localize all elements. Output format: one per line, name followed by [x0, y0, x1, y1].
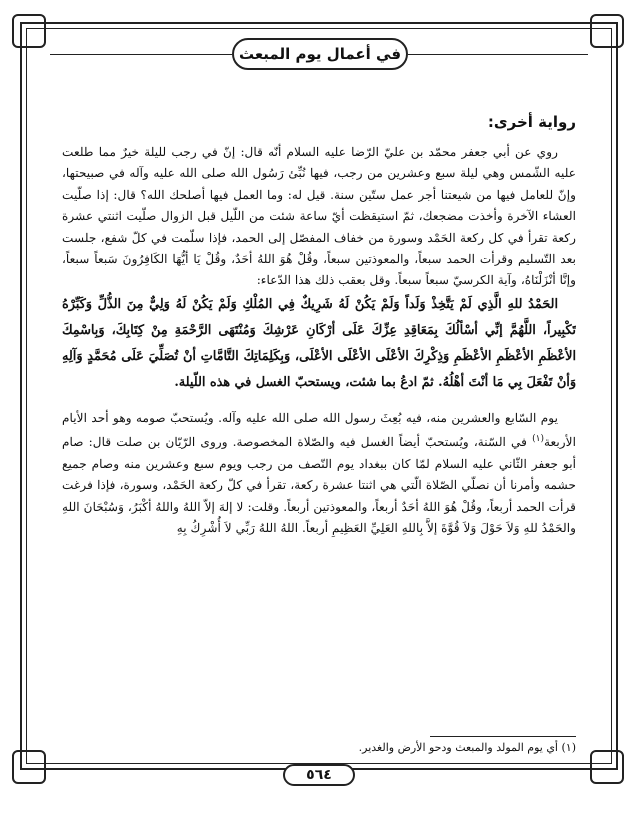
body-paragraph: روي عن أبي جعفر محمّد بن عليّ الرّضا عليه السلام أنّه قال: إنّ في رجب لليلة خيرٌ مما طلعت عليه الشّمس وهي ليلة سبع وعشرين من رجب، فيها نُبِّئ رَسُول الله صلى الله عليه وآله في صبيحتها، وإنّ للعامل فيها من شيعتنا أجر عمل ستّين سنة. قيل له: وما العمل فيها أصلحك الله؟ قال: إذا صلّيت العشاء الآخرة وأخذت مضجعك، ثمّ استيقظت أيّ ساعة شئت من اللّيل قبل الزوال صلّيت اثنتي عشرة ركعة تقرأ في كل ركعة الحَمْد وسورة من خفاف المفصّل إلى الحمد، فإذا سلّمت في كلّ شفع، جلست بعد التّسليم وقرأت الحمد سبعاً، والمعوذتين سبعاً، وقُلْ هُوَ اللهُ أحَدٌ، وقُلْ يَا أيُّهَا الكَافِرُونَ سَبعاً سبعاً، وإنَّا أنْزَلْنَاهُ، وآية الكرسيّ سبعاً سبعاً. وقل بعقب ذلك هذا الدّعاء:	[62, 145, 576, 288]
page-number-box	[283, 764, 355, 786]
running-header	[232, 38, 408, 70]
body-paragraph	[62, 408, 576, 540]
footnote: (١) أي يوم المولد والمبعث ودحو الأرض والغدير.	[358, 741, 576, 754]
running-header-title: في أعمال يوم المبعث	[238, 45, 402, 63]
header-rule	[408, 54, 588, 55]
body-text: في السّنة، ويُستحبّ أيضاً الغسل فيه والصّلاة المخصوصة. وروى الرّيّان بن صلت قال: صام أبو جعفر الثّاني عليه السلام لمّا كان ببغداد يوم النّصف من رجب ويوم سبع وعشرين منه وصام جميع حشمه وأمرنا أن نصلّي الصّلاة الّتي هي اثنتا عشرة ركعة، تقرأ في كلّ ركعة الحَمْد، وسورة، فإذا فرغت قرأت الحمد أربعاً، وقُلْ هُوَ اللهُ أحَدٌ أربعاً، والمعوذتين أربعاً. وقلت: لا إلهَ إلاّ اللهُ واللهُ أكْبَرُ، وَسُبْحَانَ اللهِ والحَمْدُ للهِ وَلاَ حَوْلَ وَلاَ قُوَّةَ إلاَّ بِاللهِ العَلِيِّ العَظِيمِ أربعاً. اللهُ اللهُ رَبِّي لاَ أُشْرِكُ بِهِ	[62, 435, 576, 535]
prayer-text: الحَمْدُ للهِ الَّذِي لَمْ يَتَّخِذْ وَلَداً وَلَمْ يَكُنْ لَهُ شَرِيكٌ فِي المُلْكِ وَلَمْ يَكُنْ لَهُ وَلِيٌّ مِنَ الذُّلِّ وَكَبِّرْهُ تَكْبِيراً، اللَّهُمَّ إنِّي أسْألُكَ بِمَعَاقِدِ عِزِّكَ عَلَى أرْكَانِ عَرْشِكَ وَمُنْتَهَى الرَّحْمَةِ مِنْ كِتَابِكَ، وَبِاسْمِكَ الأعْظَمِ الأعْظَمِ الأعْظَمِ وَذِكْرِكَ الأعْلَى الأعْلَى الأعْلَى، وَبِكَلِمَاتِكَ التَّامَّاتِ أنْ تُصَلِّيَ عَلَى مُحَمَّدٍ وَآلِهِ وَأنْ تَفْعَلَ بِي مَا أنْتَ أهْلُهُ. ثمّ ادعُ بما شئت، ويستحبّ الغسل في هذه اللّيلة.	[62, 296, 576, 390]
body-text: يوم السّابع والعشرين منه، فيه بُعِثَ رسول الله صلى الله عليه وآله. ويُستحبّ صومه وهو أحد الأيام الأربعة	[62, 410, 576, 450]
section-heading: رواية أخرى:	[487, 113, 576, 131]
paragraph-gap	[62, 396, 576, 408]
page-body	[62, 110, 576, 722]
footnote-reference[interactable]: (١)	[532, 434, 544, 445]
footnote-separator	[430, 736, 576, 737]
page-number: ٥٦٤	[306, 767, 332, 783]
header-rule	[50, 54, 232, 55]
